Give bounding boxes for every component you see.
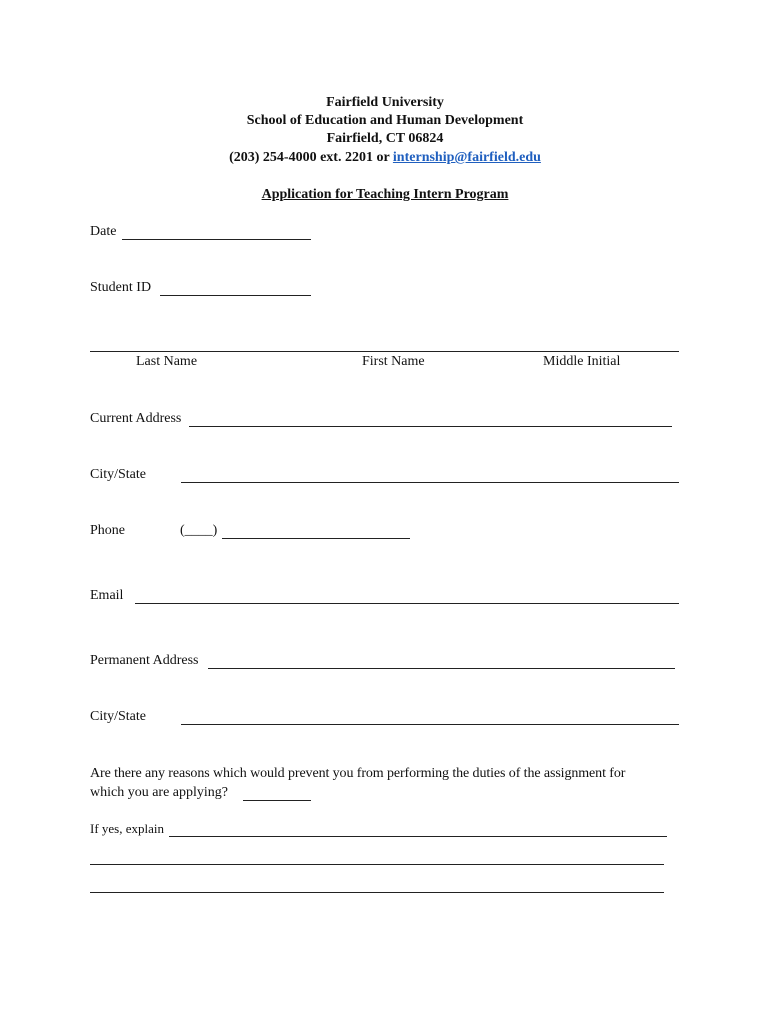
question-text-line2: which you are applying? [90,785,229,800]
city-state-input-line[interactable] [181,482,679,483]
question-text-line1: Are there any reasons which would prevent you from performing the duties of the assignment for [90,766,626,781]
city-state-label: City/State [90,467,146,482]
student-id-input-line[interactable] [160,295,311,296]
last-name-label: Last Name [136,354,198,369]
email-input-line[interactable] [135,603,679,604]
school-name: School of Education and Human Development [246,113,524,128]
middle-initial-label: Middle Initial [543,354,621,369]
phone-area-code[interactable]: (____) [180,523,218,538]
phone-input-line[interactable] [222,538,410,539]
phone-label: Phone [90,523,125,538]
current-address-label: Current Address [90,411,182,426]
form-title [0,186,770,204]
student-id-label: Student ID [90,280,152,295]
explain-label: If yes, explain [90,821,165,836]
date-label: Date [90,224,117,239]
form-title-text: Application for Teaching Intern Program [261,187,509,202]
permanent-address-label: Permanent Address [90,653,199,668]
explain-input-line-2[interactable] [90,864,664,865]
permanent-city-state-label: City/State [90,709,146,724]
permanent-city-state-input-line[interactable] [181,724,679,725]
question-answer-line[interactable] [243,800,311,801]
contact-phone: (203) 254-4000 ext. 2201 or [229,150,393,165]
full-name-input-line[interactable] [90,351,679,352]
first-name-label: First Name [362,354,425,369]
email-label: Email [90,588,124,603]
contact-line [0,149,770,167]
explain-input-line-1[interactable] [169,836,667,837]
school-location: Fairfield, CT 06824 [326,131,444,146]
university-name: Fairfield University [326,95,444,110]
permanent-address-input-line[interactable] [208,668,675,669]
explain-input-line-3[interactable] [90,892,664,893]
contact-email-link[interactable]: internship@fairfield.edu [392,150,541,165]
date-input-line[interactable] [122,239,311,240]
current-address-input-line[interactable] [189,426,672,427]
